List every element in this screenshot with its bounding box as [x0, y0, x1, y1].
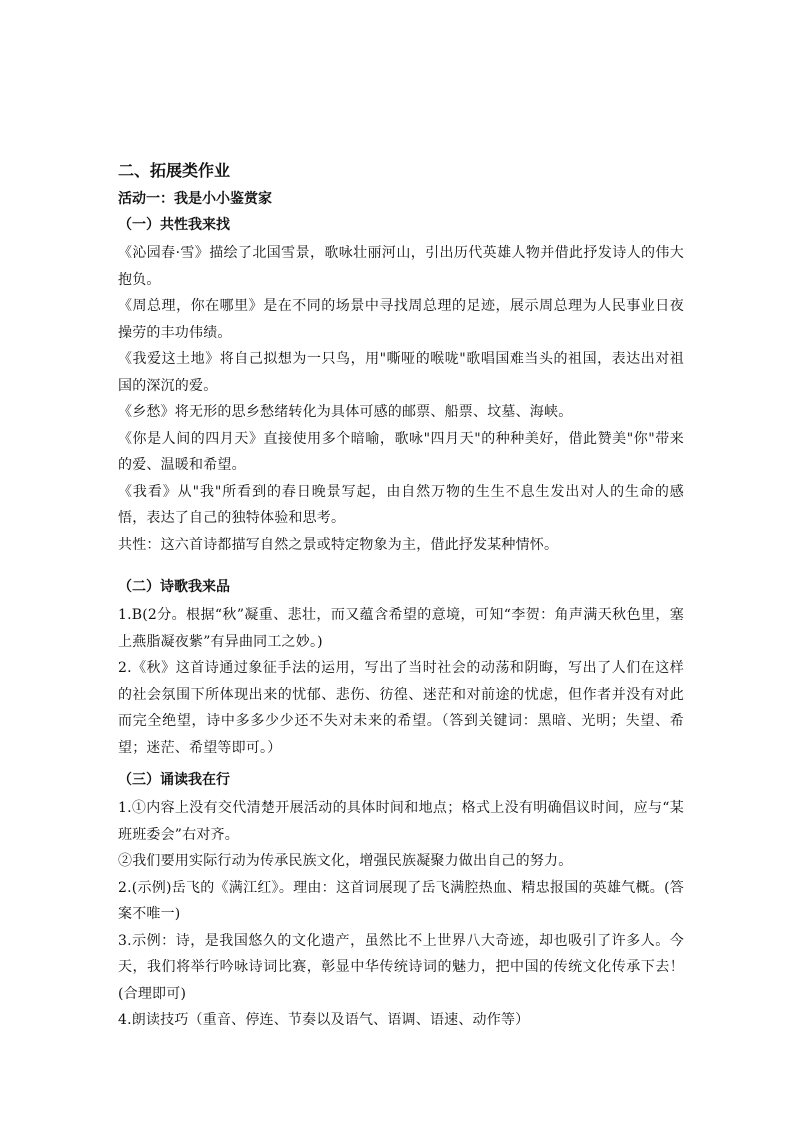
paragraph: 4.朗读技巧（重音、停连、节奏以及语气、语调、语速、动作等）: [118, 1012, 530, 1028]
paragraph: 3.示例：诗，是我国悠久的文化遗产，虽然比不上世界八大奇迹，却也吸引了许多人。今天，我们将举行吟咏诗词比赛，彰显中华传统诗词的魅力，把中国的传统文化传承下去！(合理即可): [118, 932, 684, 1002]
paragraph: ②我们要用实际行动为传承民族文化，增强民族凝聚力做出自己的努力。: [118, 853, 573, 869]
paragraph: 《乡愁》将无形的思乡愁绪转化为具体可感的邮票、船票、坟墓、海峡。: [118, 404, 573, 420]
section-heading: （一）共性我来找: [118, 217, 230, 233]
section-title: 二、拓展类作业: [118, 161, 231, 180]
paragraph: 《你是人间的四月天》直接使用多个暗喻，歌咏"四月天"的种种美好，借此赞美"你"带来的爱、温暖和希望。: [118, 430, 684, 473]
paragraph: 《周总理，你在哪里》是在不同的场景中寻找周总理的足迹，展示周总理为人民事业日夜操劳的丰功伟绩。: [118, 298, 684, 341]
section-heading: （三）诵读我在行: [118, 772, 230, 788]
section-recitation: [118, 769, 684, 1034]
paragraph: 2.(示例)岳飞的《满江红》。理由：这首词展现了岳飞满腔热血、精忠报国的英雄气概。(答案不唯一): [118, 879, 684, 922]
paragraph: 共性：这六首诗都描写自然之景或特定物象为主，借此抒发某种情怀。: [118, 536, 559, 553]
section-poem-appreciation: [118, 576, 684, 761]
paragraph: 《沁园春·雪》描绘了北国雪景，歌咏壮丽河山，引出历代英雄人物并借此抒发诗人的伟大抱负。: [118, 245, 684, 288]
document-page: [118, 160, 684, 1034]
section-heading: （二）诗歌我来品: [118, 579, 230, 595]
paragraph: 2.《秋》这首诗通过象征手法的运用，写出了当时社会的动荡和阴晦，写出了人们在这样的社会氛围下所体现出来的忧郁、悲伤、彷徨、迷茫和对前途的忧虑，但作者并没有对此而完全绝望，诗中多多少少还不失对未来的希望。（答到关键词：黑暗、光明；失望、希望；迷茫、希望等即可。）: [118, 660, 684, 756]
paragraph: 《我看》从"我"所看到的春日晚景写起，由自然万物的生生不息生发出对人的生命的感悟，表达了自己的独特体验和思考。: [118, 483, 684, 526]
section-common-traits: [118, 214, 684, 558]
spacer: [118, 558, 684, 576]
activity-title: 活动一：我是小小鉴赏家: [118, 191, 272, 207]
paragraph: 1.①内容上没有交代清楚开展活动的具体时间和地点；格式上没有明确倡议时间，应与“某班班委会”右对齐。: [118, 800, 684, 843]
paragraph: 1.B(2分。根据“秋”凝重、悲壮，而又蕴含希望的意境，可知“李贺：角声满天秋色里，塞上燕脂凝夜紫”有异曲同工之妙。): [118, 607, 684, 650]
paragraph: 《我爱这土地》将自己拟想为一只鸟，用"嘶哑的喉咙"歌唱国难当头的祖国，表达出对祖国的深沉的爱。: [118, 351, 684, 394]
